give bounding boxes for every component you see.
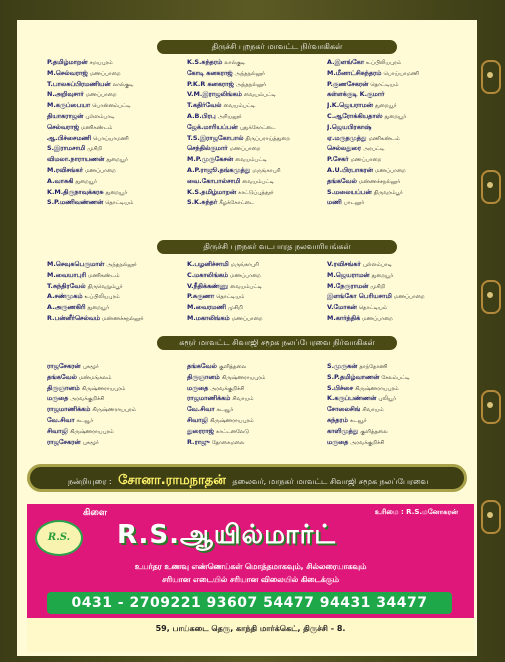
list-item: [187, 101, 327, 112]
ring-icon: [481, 500, 501, 534]
person-name: A.சண்முகம்: [47, 292, 83, 301]
advertisement: [27, 504, 474, 652]
place-name: தாந்தோணி: [359, 364, 388, 370]
person-name: சுந்தரம்: [327, 415, 348, 424]
person-name: V.ரவிசங்கர்: [327, 260, 361, 268]
place-name: கடவூர்: [216, 407, 234, 414]
place-name: பொய்யாமணி: [383, 70, 419, 77]
person-name: P.K.R கனகராஜ்: [187, 79, 234, 88]
person-name: கள்ளக்குடி K.குமார்: [327, 90, 385, 99]
phone-numbers: 0431 - 2709221 93607 54477 94431 34477: [47, 592, 452, 614]
list-item: [327, 90, 467, 101]
list-item: [187, 144, 327, 155]
person-name: T.கதிர்வேல்: [187, 101, 222, 110]
place-name: மணப்பாறை: [231, 315, 263, 322]
list-item: [327, 58, 467, 69]
place-name: தொட்டியம்: [105, 200, 134, 207]
list-item: [187, 198, 327, 209]
list-item: [47, 416, 187, 427]
person-name: S.முருகன்: [327, 362, 358, 370]
thanks-label: நன்றியுரை :: [68, 477, 112, 486]
list-item: [327, 303, 467, 314]
person-name: K.S.சுந்தரம்: [187, 58, 223, 66]
person-name: K.M.திருநாவுக்கரசு: [47, 187, 104, 196]
thanks-name: சோனா.ராமநாதன்: [118, 473, 226, 488]
list-item: [187, 112, 327, 123]
place-name: காட்டுப்புத்தூர்: [238, 189, 274, 196]
person-name: துரைராஜ்: [187, 426, 214, 435]
name-column: [187, 58, 327, 209]
list-item: [47, 394, 187, 405]
list-item: [327, 394, 467, 405]
list-item: [47, 384, 187, 395]
place-name: உப்பிலியபுரம்: [366, 60, 402, 66]
list-item: [327, 188, 467, 199]
place-name: மணப்பாறை: [374, 167, 406, 174]
list-item: [187, 90, 327, 101]
person-name: M.மீனாட்சிசுந்தரம்: [327, 68, 382, 77]
place-name: தொட்டியம்: [216, 294, 245, 301]
place-name: மணிகண்டம்: [368, 135, 400, 142]
person-name: S.மலையப்பன்: [327, 187, 372, 196]
person-name: M.ஜெயராமன்: [327, 270, 370, 279]
place-name: பொய்யாமணி: [93, 135, 129, 142]
person-name: M.P.முருகேசன்: [187, 155, 234, 164]
list-item: [47, 123, 187, 134]
thanks-banner: [27, 464, 467, 492]
place-name: கடவூர்: [76, 417, 94, 424]
person-name: ராஜசேகரன்: [47, 362, 81, 370]
list-item: [47, 362, 187, 373]
list-item: [327, 438, 467, 449]
place-name: துறையூர்: [384, 113, 407, 120]
person-name: V.M.இராஜலிங்கம்: [187, 90, 242, 99]
name-column: [327, 260, 467, 325]
place-name: கடவூர்: [349, 417, 367, 424]
place-name: முசிறி: [370, 283, 386, 290]
shop-logo: R.S.: [35, 520, 83, 556]
person-name: ராஜமாணிக்கம்: [47, 405, 91, 414]
name-column: [187, 260, 327, 325]
place-name: மண்ணச்சநல்லூர்: [358, 178, 401, 185]
person-name: A.U.பிரபாகரன்: [327, 165, 373, 174]
person-name: C.மகாலிங்கம்: [187, 270, 229, 279]
person-name: N.அறிவுசார்: [47, 90, 84, 99]
name-column: [327, 58, 467, 209]
list-item: [47, 134, 187, 145]
section-header: திருச்சி புறநகர் மாவட்ட நிர்வாகிகள்: [157, 40, 397, 54]
person-name: தங்கவேல்: [47, 372, 77, 381]
place-name: மண்ணச்சநல்லூர்: [102, 315, 144, 322]
place-name: புள்ளம்பாடி: [362, 262, 392, 268]
list-item: [327, 134, 467, 145]
list-item: [327, 155, 467, 166]
person-name: M.நேருராமன்: [327, 281, 369, 290]
list-item: [327, 427, 467, 438]
list-item: [187, 438, 327, 449]
list-item: [187, 80, 327, 91]
person-name: T.பாலசுப்பிரமணியன்: [47, 79, 111, 88]
name-column: [47, 362, 187, 448]
list-item: [327, 416, 467, 427]
person-name: M.மகாலிங்கம்: [187, 313, 230, 322]
ring-icon: [481, 60, 501, 94]
place-name: கிருஷ்ணராயபுரம்: [69, 428, 114, 435]
place-name: துறையூர்: [87, 305, 110, 312]
list-item: [187, 384, 327, 395]
place-name: அரியலூர்: [217, 113, 242, 120]
person-name: மருதை: [187, 383, 209, 392]
place-name: மணப்பாறை: [84, 167, 116, 174]
list-item: [187, 177, 327, 188]
place-name: மணப்பாறை: [85, 92, 117, 99]
list-item: [47, 373, 187, 384]
place-name: முசிறி: [227, 305, 243, 312]
place-name: திருப்பராய்த்துறை: [245, 135, 291, 142]
list-item: [47, 101, 187, 112]
place-name: மணிகண்டம்: [88, 272, 120, 279]
person-name: M.வைரமணி: [187, 303, 226, 312]
list-item: [327, 271, 467, 282]
person-name: ஜேக்.மாரியப்பன்: [187, 122, 238, 131]
person-name: S.இராமசாமி: [47, 144, 86, 153]
place-name: வையம்பட்டி: [230, 283, 262, 290]
person-name: வை.கோபால்சாமி: [187, 176, 241, 185]
person-name: கோடி கனகராஜ்: [187, 68, 233, 77]
list-item: [187, 260, 327, 271]
person-name: J.K.ஜெயராமன்: [327, 101, 373, 110]
tagline-2: சரியான எடையில் சரியான விலையில் கிடைக்கும்: [162, 575, 339, 584]
place-name: சேலம்பட்டி: [381, 374, 410, 381]
list-item: [187, 188, 327, 199]
list-item: [327, 80, 467, 91]
list-item: [187, 405, 327, 416]
list-item: [47, 58, 187, 69]
place-name: தொட்டியம்: [370, 81, 399, 88]
name-column: [47, 58, 187, 209]
person-name: செல்வராஜ்: [47, 122, 79, 131]
place-name: அரவக்குறிச்சி: [70, 396, 105, 403]
place-name: மணப்பாறை: [230, 272, 261, 279]
list-item: [327, 314, 467, 325]
place-name: அந்தநல்லூர்: [234, 70, 265, 77]
list-item: [47, 177, 187, 188]
list-item: [327, 101, 467, 112]
person-name: விமலா.நாராயணன்: [47, 155, 105, 164]
list-item: [47, 260, 187, 271]
person-name: M.கருப்பையா: [47, 101, 91, 110]
list-item: [187, 69, 327, 80]
list-item: [187, 314, 327, 325]
list-item: [187, 282, 327, 293]
list-item: [47, 188, 187, 199]
place-name: அரவக்குறிச்சி: [350, 439, 385, 446]
person-name: தங்கவேல்: [327, 176, 357, 185]
list-item: [187, 134, 327, 145]
person-name: C.ஆரோக்கியதாஸ்: [327, 111, 383, 120]
person-name: M.செல்வராஜ்: [47, 68, 88, 77]
list-item: [47, 166, 187, 177]
place-name: வையம்பட்டி: [235, 157, 267, 164]
tagline-1: உயர்தர உணவு எண்ணெய்கள் மொத்தமாகவும், சில்லரையாகவும்: [134, 562, 367, 571]
person-name: M.செவுகபெருமாள்: [47, 260, 105, 268]
person-name: சிவாஜி: [187, 415, 208, 424]
person-name: A.வாசுகி: [47, 176, 74, 185]
person-name: மணி: [327, 198, 342, 207]
ring-icon: [481, 390, 501, 424]
list-item: [47, 69, 187, 80]
list-item: [47, 80, 187, 91]
person-name: A.P.ராஜூ.தங்கமுத்து: [187, 165, 251, 174]
list-item: [47, 144, 187, 155]
section-list: [47, 58, 467, 209]
place-name: வையம்பட்டி: [243, 92, 276, 99]
list-item: [47, 155, 187, 166]
person-name: ராஜசேகரன்: [47, 437, 81, 446]
list-item: [327, 292, 467, 303]
person-name: R.ராஜு: [187, 437, 210, 446]
person-name: V.நீதிக்கண்ணு: [187, 281, 229, 290]
list-item: [47, 112, 187, 123]
name-column: [47, 260, 187, 325]
list-item: [327, 166, 467, 177]
person-name: M.கார்த்திக்: [327, 313, 361, 322]
shop-address: 59, பாய்கடை தெரு, காந்தி மார்க்கெட், திருச்சி - 8.: [27, 618, 474, 652]
list-item: [187, 271, 327, 282]
name-column: [327, 362, 467, 448]
list-item: [187, 58, 327, 69]
place-name: மணப்பாறை: [350, 157, 382, 164]
person-name: காளிமுத்து: [327, 426, 359, 435]
place-name: சிவாயம்: [232, 396, 254, 403]
place-name: லால்குடி: [112, 81, 134, 88]
person-name: செந்தில்குமார்: [187, 144, 228, 153]
list-item: [47, 405, 187, 416]
person-name: மருதை: [47, 394, 69, 403]
list-item: [187, 362, 327, 373]
person-name: J.ஜெயபிரகாஷ்: [327, 122, 372, 131]
section-header: கரூர் மாவட்ட சிவாஜி சமூக நலப்பேரவை நிர்வாகிகள்: [157, 336, 397, 350]
place-name: கிருஷ்ணராயபுரம்: [354, 385, 399, 392]
place-name: புகழூர்: [82, 364, 99, 370]
owner-label: உரிமை : R.S.மனோகரன்: [374, 508, 458, 516]
person-name: S.பிச்சை: [327, 383, 353, 392]
person-name: M.ரவிசங்கர்: [47, 165, 83, 174]
person-name: P.குணசேகரன்: [327, 79, 369, 88]
list-item: [327, 373, 467, 384]
place-name: புள்ளம்பாடி: [85, 113, 115, 120]
place-name: லால்குடி: [224, 60, 246, 66]
person-name: ராஜமாணிக்கம்: [187, 394, 231, 403]
person-name: M.வையாபுரி: [47, 270, 87, 279]
place-name: முசிறி: [87, 146, 103, 153]
list-item: [327, 69, 467, 80]
list-item: [327, 384, 467, 395]
binding-rings: [481, 60, 501, 660]
person-name: A.இளங்கோ: [327, 58, 365, 66]
place-name: திருவரம்பூர்: [373, 189, 403, 196]
list-item: [187, 373, 327, 384]
person-name: S.P.தமிழ்வாணன்: [327, 372, 380, 381]
list-item: [187, 155, 327, 166]
place-name: புலியூர்: [378, 396, 397, 403]
place-name: மணப்பாறை: [362, 315, 393, 322]
ring-icon: [481, 170, 501, 204]
branch-label: கிளை: [83, 508, 108, 518]
person-name: P.தமிழ்மாறன்: [47, 58, 88, 66]
place-name: மருங்காபுரி: [252, 167, 281, 174]
person-name: சிவாஜி: [47, 426, 68, 435]
list-item: [327, 362, 467, 373]
person-name: சோலைசிங்: [327, 405, 361, 414]
list-item: [47, 438, 187, 449]
list-item: [187, 427, 327, 438]
place-name: குளித்தலை: [360, 428, 388, 435]
person-name: ஏ.மருதமுத்து: [327, 133, 367, 142]
place-name: மருங்காபுரி: [230, 262, 259, 268]
person-name: K.கருப்பண்ணன்: [327, 394, 377, 403]
list-item: [327, 405, 467, 416]
person-name: T.சுந்திரவேல்: [47, 281, 86, 290]
person-name: K.S.தமிழ்மாறன்: [187, 187, 237, 196]
person-name: தியாகராஜன்: [47, 111, 84, 120]
person-name: T.S.இராஜகோபால்: [187, 133, 244, 142]
list-item: [187, 166, 327, 177]
person-name: தங்கவேல்: [187, 362, 217, 370]
place-name: கீழக்கோட்டை: [219, 200, 255, 207]
place-name: துறையூர்: [105, 189, 128, 196]
person-name: S.P.மணிவண்ணன்: [47, 198, 104, 207]
list-item: [47, 90, 187, 101]
section-list: [47, 362, 467, 448]
place-name: மணப்பாறை: [89, 70, 121, 77]
person-name: A.B.பிரபு: [187, 111, 216, 120]
place-name: தொட்டியம்: [358, 305, 387, 312]
place-name: மணப்பாறை: [393, 294, 425, 301]
person-name: இளங்கோ பெரியசாமி: [327, 292, 392, 301]
place-name: துறையூர்: [374, 103, 397, 110]
person-name: V.மோகன்: [327, 303, 357, 312]
list-item: [327, 177, 467, 188]
list-item: [47, 303, 187, 314]
name-column: [187, 362, 327, 448]
place-name: திருவெறும்பூர்: [87, 283, 123, 290]
list-item: [47, 427, 187, 438]
section-list: [47, 260, 467, 325]
place-name: குளித்தலை: [218, 364, 247, 370]
list-item: [187, 292, 327, 303]
place-name: வையம்பட்டி: [223, 103, 256, 110]
place-name: கிருஷ்ணராயபுரம்: [92, 407, 136, 414]
person-name: K.பழனிச்சாமி: [187, 260, 229, 268]
person-name: செல்லதுரை: [327, 144, 362, 153]
section-header: திருச்சி புறநகர் வடபாரத நலவாரியங்கள்: [157, 240, 397, 254]
place-name: காட்டனலேடு: [215, 428, 250, 435]
person-name: வே.சிவா: [47, 415, 75, 424]
place-name: சமயபுரம்: [89, 60, 113, 66]
list-item: [327, 260, 467, 271]
person-name: வே.சிவா: [187, 405, 215, 414]
list-item: [187, 123, 327, 134]
list-item: [47, 292, 187, 303]
place-name: மணப்பாறை: [229, 146, 261, 153]
place-name: துறையூர்: [106, 157, 128, 164]
person-name: S.K.சுந்தர்: [187, 198, 218, 207]
place-name: அரவக்குறிச்சி: [210, 385, 245, 392]
shop-name: R.S.ஆயில்மார்ட்: [117, 520, 336, 550]
list-item: [47, 198, 187, 209]
place-name: சிவாயம்: [362, 407, 384, 414]
person-name: திருஞானம்: [47, 383, 80, 392]
list-item: [187, 303, 327, 314]
person-name: A.அருணகிரி: [47, 303, 86, 312]
place-name: அந்தநல்லூர்: [235, 81, 267, 88]
place-name: துறையூர்: [371, 272, 394, 279]
place-name: உப்பிலியபுரம்: [84, 294, 120, 301]
place-name: மணிகண்டம்: [80, 124, 113, 131]
place-name: வையம்பட்டி: [242, 178, 274, 185]
person-name: P.சுகுணா: [187, 292, 215, 301]
place-name: கிருஷ்ணராயபுரம்: [81, 385, 126, 392]
place-name: கிருஷ்ணராயபுரம்: [209, 417, 254, 424]
list-item: [47, 314, 187, 325]
person-name: ஆ.பிச்சைமணி: [47, 133, 92, 142]
person-name: மருதை: [327, 437, 349, 446]
place-name: அரபட்டி: [363, 146, 385, 153]
place-name: பொன்னம்பட்டி: [92, 103, 131, 110]
list-item: [187, 394, 327, 405]
place-name: மண்மங்கலம்: [78, 374, 112, 381]
list-item: [327, 112, 467, 123]
list-item: [47, 282, 187, 293]
place-name: கிருஷ்ணராயபுரம்: [221, 374, 266, 381]
ring-icon: [481, 280, 501, 314]
list-item: [327, 198, 467, 209]
list-item: [327, 144, 467, 155]
thanks-desc: தலைவர், மாநகர் மாவட்ட சிவாஜி சமூக நலப்பேரவை: [232, 477, 429, 486]
place-name: தோகைமலை: [211, 439, 245, 446]
document-page: [17, 20, 477, 656]
person-name: P.சேகர்: [327, 155, 349, 164]
list-item: [187, 416, 327, 427]
list-item: [327, 123, 467, 134]
place-name: பாடலூர்: [343, 200, 365, 207]
place-name: புதுக்கோட்டை: [239, 124, 276, 131]
list-item: [47, 271, 187, 282]
person-name: R.பன்னீர்செல்வம்: [47, 313, 101, 322]
place-name: அந்தநல்லூர்: [106, 262, 137, 268]
list-item: [327, 282, 467, 293]
person-name: திருஞானம்: [187, 372, 220, 381]
place-name: துறையூர்: [75, 178, 97, 185]
place-name: புகழூர்: [82, 439, 99, 446]
